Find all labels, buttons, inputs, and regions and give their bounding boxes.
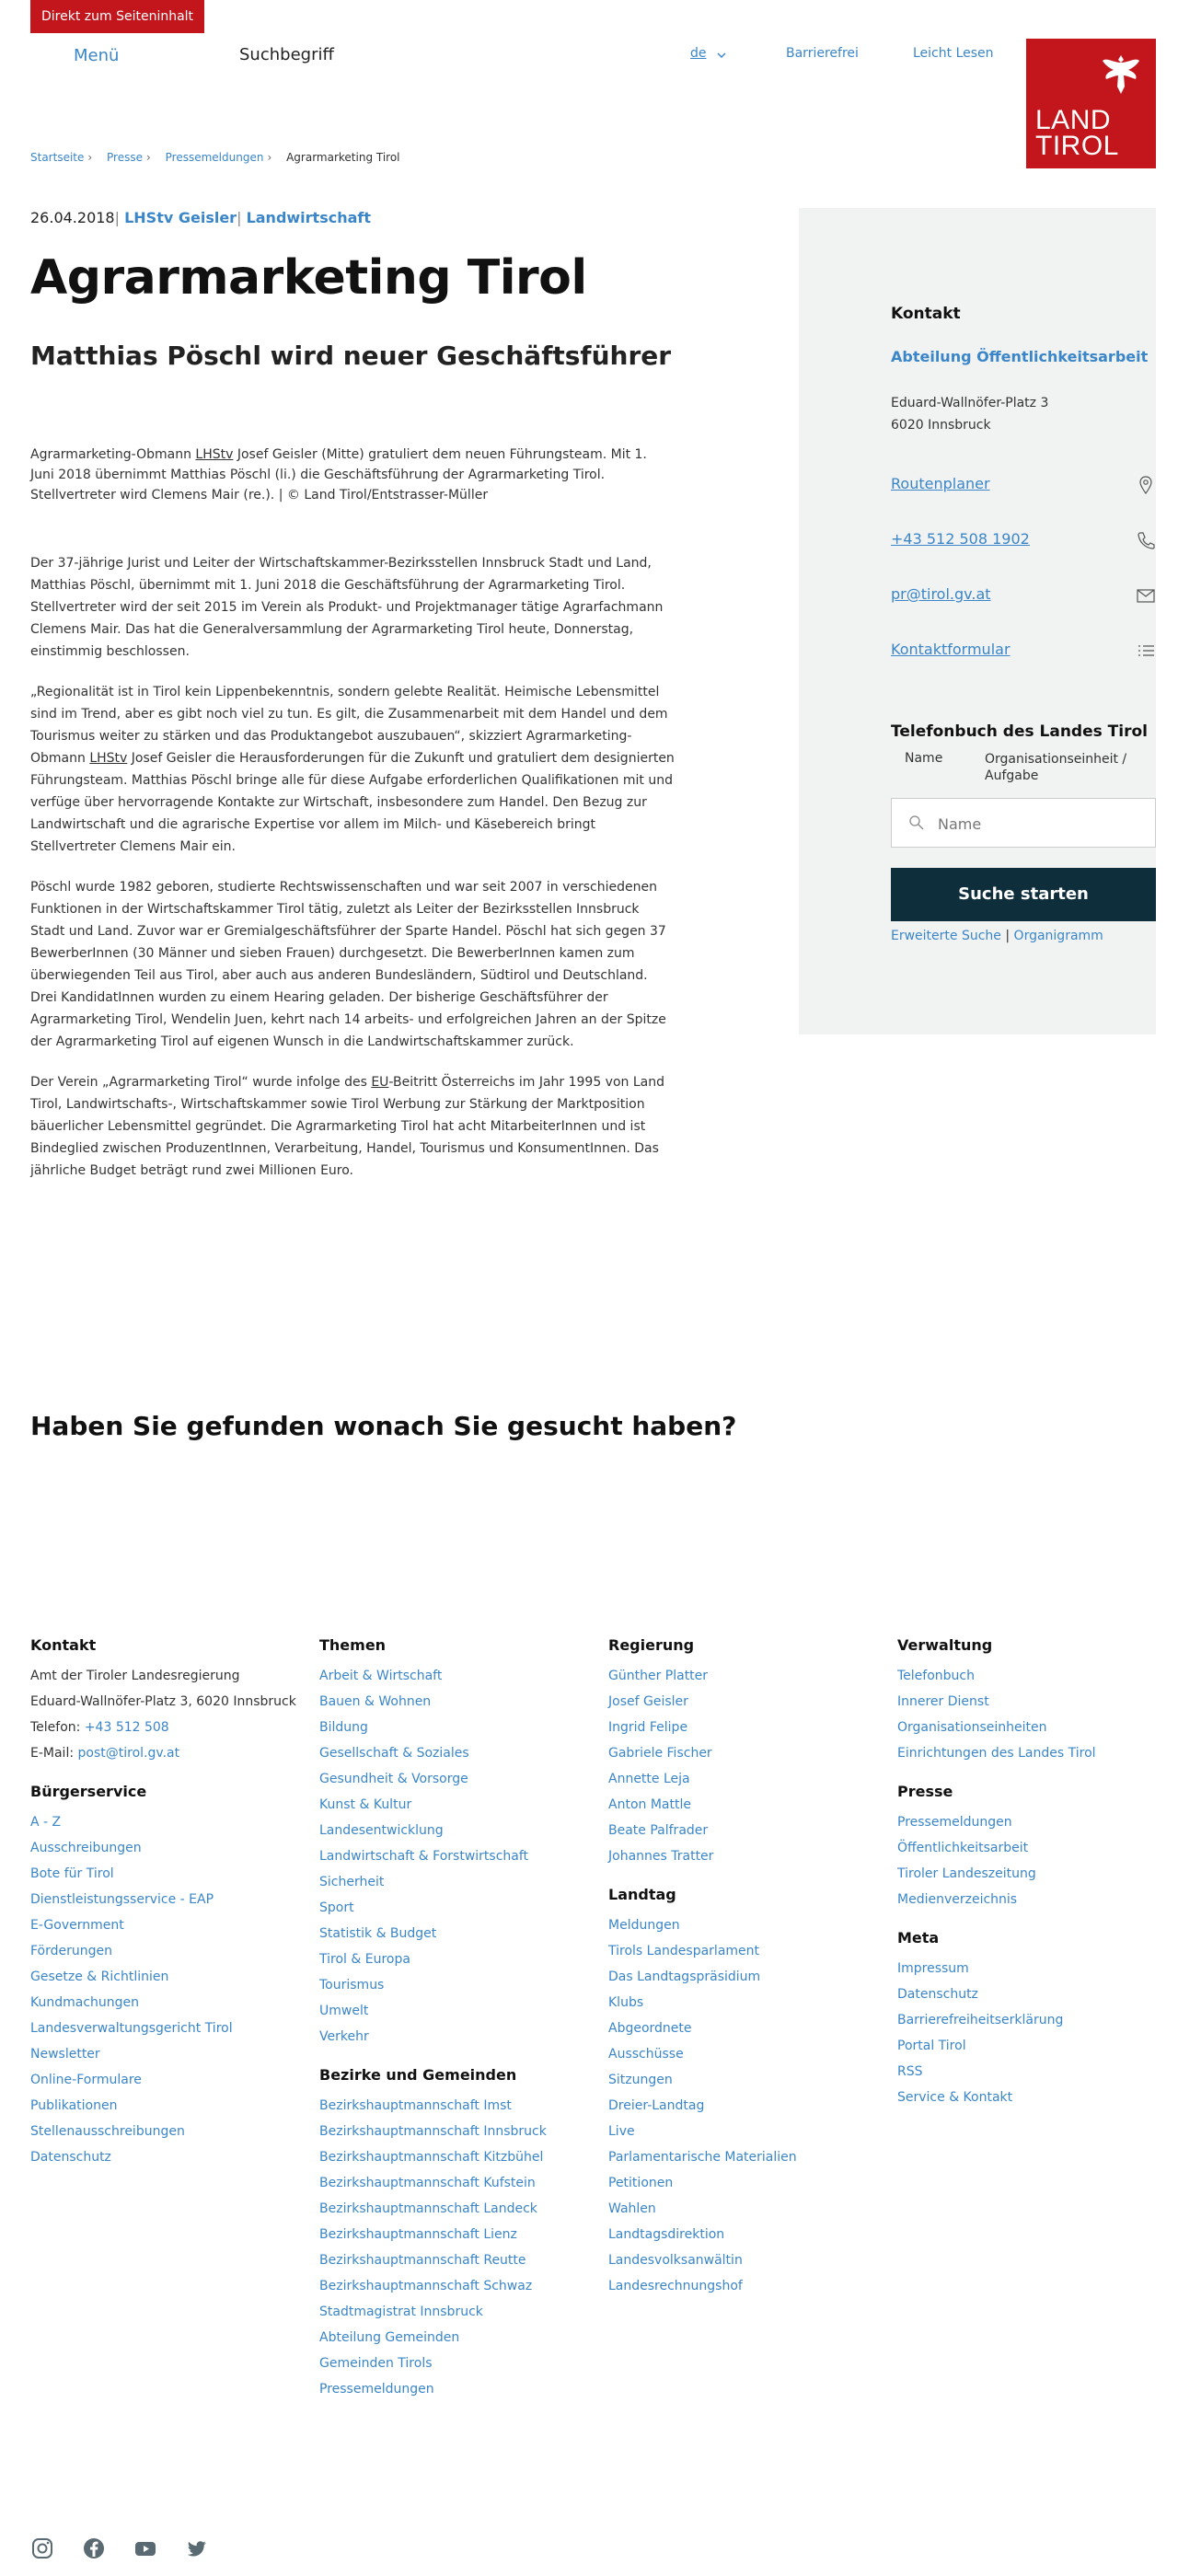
footer-email-link[interactable]: post@tirol.gv.at <box>77 1746 180 1761</box>
footer-link-meta[interactable]: RSS <box>897 2064 923 2079</box>
footer-link-topic[interactable]: Verkehr <box>319 2029 369 2044</box>
footer-link-parliament[interactable]: Abgeordnete <box>608 2021 692 2036</box>
footer-link-citizen-service[interactable]: E-Government <box>30 1918 124 1933</box>
footer-link-parliament[interactable]: Tirols Landesparlament <box>608 1944 760 1958</box>
page-title: Agrarmarketing Tirol <box>30 250 587 306</box>
footer-link-district[interactable]: Bezirkshauptmannschaft Kitzbühel <box>319 2150 544 2165</box>
article-meta: 26.04.2018| LHStv Geisler| Landwirtschaft <box>30 209 372 226</box>
mail-icon <box>1136 585 1156 606</box>
footer-heading-government: Regierung <box>608 1636 695 1654</box>
phone-icon <box>1136 530 1156 550</box>
footer-link-citizen-service[interactable]: Datenschutz <box>30 2150 111 2165</box>
footer-link-citizen-service[interactable]: Bote für Tirol <box>30 1866 114 1881</box>
footer-link-meta[interactable]: Datenschutz <box>897 1987 978 2002</box>
footer-col-administration <box>897 1636 1173 2110</box>
footer-heading-administration: Verwaltung <box>897 1636 993 1654</box>
footer-link-government[interactable]: Josef Geisler <box>608 1694 688 1709</box>
footer-link-topic[interactable]: Bildung <box>319 1720 368 1735</box>
abbr-lhstv: LHStv <box>89 751 128 766</box>
footer-col-government <box>608 1636 884 2299</box>
tab-name[interactable]: Name <box>905 751 943 766</box>
footer-link-citizen-service[interactable]: Förderungen <box>30 1944 113 1958</box>
article-paragraph: Der 37-jährige Jurist und Leiter der Wirtschaftskammer-Bezirksstellen Innsbruck Stadt und Land, Matthias Pöschl, übernimmt mit 1. Juni 2018 die Geschäftsführung der Agrarmarketing Tirol. Stellvertreter wird der seit 2015 im Verein als Produkt- und Projektmanager tätige Agrarfachmann Clemens Mair. Das hat die Generalversammlung der Agrarmarketing Tirol heute, Donnerstag, einstimmig beschlossen. <box>30 556 664 659</box>
footer-link-citizen-service[interactable]: Stellenausschreibungen <box>30 2124 185 2139</box>
phone-link[interactable]: +43 512 508 1902 <box>891 530 1156 556</box>
logo-text: LAND TIROL <box>1035 105 1119 161</box>
footer-link-topic[interactable]: Tourismus <box>319 1978 385 1993</box>
footer-link-citizen-service[interactable]: Newsletter <box>30 2047 100 2062</box>
footer-phone-link[interactable]: +43 512 508 <box>84 1720 169 1735</box>
search-button[interactable]: Suchbegriff <box>239 45 334 64</box>
footer-link-parliament[interactable]: Wahlen <box>608 2201 656 2216</box>
footer-link-parliament[interactable]: Landesvolksanwältin <box>608 2253 743 2268</box>
footer-link-topic[interactable]: Sicherheit <box>319 1875 385 1889</box>
phonebook-search-field[interactable] <box>891 798 1156 848</box>
footer-link-topic[interactable]: Sport <box>319 1900 354 1915</box>
footer-link-topic[interactable]: Bauen & Wohnen <box>319 1694 432 1709</box>
footer-link-parliament[interactable]: Klubs <box>608 1995 644 2010</box>
footer-link-government[interactable]: Annette Leja <box>608 1772 690 1786</box>
footer-link-citizen-service[interactable]: A - Z <box>30 1815 62 1830</box>
land-tirol-logo[interactable] <box>1026 39 1156 168</box>
footer-link-press[interactable]: Medienverzeichnis <box>897 1892 1018 1907</box>
footer-link-topic[interactable]: Landwirtschaft & Forstwirtschaft <box>319 1849 529 1864</box>
article-paragraph: Pöschl wurde 1982 geboren, studierte Rechtswissenschaften und war seit 2007 in verschiedenen Funktionen in der Wirtschaftskammer Tirol tätig, zuletzt als Leiter der Bezirksstellen Innsbruck Stadt und Land. Zuvor war er Gremialgeschäftsführer der Sparte Handel. Pöschl hat sich gegen 37 BewerberInnen (30 Männer und sieben Frauen) durchgesetzt. Die BewerberInnen kamen zum überwiegenden Teil aus Tirol, aber auch aus anderen Bundesländern, Südtirol und Deutschland. Drei KandidatInnen wurden zu einem Hearing geladen. Der bisherige Geschäftsführer der Agrarmarketing Tirol, Wendelin Juen, kehrt nach 14 arbeits- und erfolgreichen Jahren an der Spitze der Agrarmarketing Tirol auf eigenen Wunsch in die Landwirtschaftskammer zurück. <box>30 880 666 1049</box>
breadcrumb-home[interactable]: Startseite <box>30 151 85 164</box>
breadcrumb-press-releases[interactable]: Pressemeldungen <box>165 151 264 164</box>
footer-link-press[interactable]: Pressemeldungen <box>897 1815 1012 1830</box>
footer-link-meta[interactable]: Barrierefreiheitserklärung <box>897 2013 1064 2027</box>
article-date: 26.04.2018 <box>30 209 115 226</box>
footer-link-topic[interactable]: Arbeit & Wirtschaft <box>319 1669 443 1683</box>
footer-link-government[interactable]: Gabriele Fischer <box>608 1746 712 1761</box>
footer-link-district[interactable]: Bezirkshauptmannschaft Landeck <box>319 2201 537 2216</box>
breadcrumb-press[interactable]: Presse <box>107 151 143 164</box>
footer-link-administration[interactable]: Innerer Dienst <box>897 1694 989 1709</box>
footer-link-parliament[interactable]: Petitionen <box>608 2176 674 2190</box>
footer-link-administration[interactable]: Einrichtungen des Landes Tirol <box>897 1746 1096 1761</box>
footer-org-name: Amt der Tiroler Landesregierung <box>30 1669 240 1683</box>
footer-link-district[interactable]: Bezirkshauptmannschaft Kufstein <box>319 2176 536 2190</box>
footer-link-parliament[interactable]: Das Landtagspräsidium <box>608 1970 761 1984</box>
footer-link-government[interactable]: Johannes Tratter <box>608 1849 714 1864</box>
language-select[interactable]: de <box>690 46 707 61</box>
article-body <box>30 552 675 1200</box>
footer-link-district[interactable]: Stadtmagistrat Innsbruck <box>319 2305 483 2319</box>
tag-landwirtschaft[interactable]: Landwirtschaft <box>246 209 372 226</box>
footer-link-district[interactable]: Bezirkshauptmannschaft Innsbruck <box>319 2124 547 2139</box>
footer-link-parliament[interactable]: Parlamentarische Materialien <box>608 2150 797 2165</box>
location-pin-icon <box>1136 475 1156 495</box>
footer-link-parliament[interactable]: Landesrechnungshof <box>608 2279 743 2293</box>
youtube-icon[interactable] <box>133 2536 157 2560</box>
list-icon <box>1136 641 1156 661</box>
chevron-down-icon <box>716 50 727 61</box>
footer-link-district[interactable]: Gemeinden Tirols <box>319 2356 433 2371</box>
footer-col-contact <box>30 1636 306 2170</box>
page-subtitle: Matthias Pöschl wird neuer Geschäftsführer <box>30 341 672 371</box>
footer-col-topics <box>319 1636 595 2402</box>
footer-link-topic[interactable]: Statistik & Budget <box>319 1926 437 1941</box>
footer-link-press[interactable]: Öffentlichkeitsarbeit <box>897 1841 1029 1855</box>
breadcrumb-separator: › <box>145 151 151 164</box>
footer-link-press[interactable]: Tiroler Landeszeitung <box>897 1866 1036 1881</box>
footer-heading-topics: Themen <box>319 1636 387 1654</box>
footer-link-citizen-service[interactable]: Ausschreibungen <box>30 1841 142 1855</box>
footer-link-government[interactable]: Beate Palfrader <box>608 1823 709 1838</box>
footer-link-government[interactable]: Anton Mattle <box>608 1797 691 1812</box>
department-link[interactable]: Abteilung Öffentlichkeitsarbeit <box>891 348 1149 365</box>
article-paragraph: „Regionalität ist in Tirol kein Lippenbekenntnis, sondern gelebte Realität. Heimische Lebensmittel sind im Trend, aber es gibt noch viel zu tun. Es gilt, die Zusammenarbeit mit dem Handel und dem Tourismus weiter zu stärken und das Produktangebot auszubauen“, skizziert Agrarmarketing-Obmann LHStv Josef Geisler die Herausforderungen für die Zukunft und gratuliert dem designierten Führungsteam. Matthias Pöschl bringe alle für diese Aufgabe erforderlichen Qualifikationen mit und verfüge über hervorragende Kontakte zur Wirtschaft, insbesondere zum Handel. Den Bezug zur Landwirtschaft und die agrarische Expertise vor allem im Milch- und Käsebereich bringt Stellvertreter Clemens Mair ein. <box>30 685 675 854</box>
tab-organisation[interactable]: Organisationseinheit / Aufgabe <box>985 752 1127 783</box>
footer-link-topic[interactable]: Gesundheit & Vorsorge <box>319 1772 468 1786</box>
footer-link-citizen-service[interactable]: Kundmachungen <box>30 1995 140 2010</box>
facebook-icon[interactable] <box>82 2536 106 2560</box>
footer-heading-citizen-service: Bürgerservice <box>30 1783 147 1800</box>
contact-sidebar <box>799 208 1156 1034</box>
email-link[interactable]: pr@tirol.gv.at <box>891 585 1156 611</box>
footer-link-government[interactable]: Günther Platter <box>608 1669 709 1683</box>
route-planner-link[interactable]: Routenplaner <box>891 475 1156 501</box>
footer-link-district[interactable]: Bezirkshauptmannschaft Reutte <box>319 2253 526 2268</box>
footer-link-district[interactable]: Bezirkshauptmannschaft Lienz <box>319 2227 517 2242</box>
phonebook-heading: Telefonbuch des Landes Tirol <box>891 722 1148 741</box>
footer-link-parliament[interactable]: Meldungen <box>608 1918 680 1933</box>
footer-email: E-Mail: post@tirol.gv.at <box>30 1746 180 1761</box>
skip-to-content-link[interactable]: Direkt zum Seiteninhalt <box>30 0 204 33</box>
instagram-icon[interactable] <box>30 2536 54 2560</box>
footer-link-government[interactable]: Ingrid Felipe <box>608 1720 688 1735</box>
footer-link-citizen-service[interactable]: Gesetze & Richtlinien <box>30 1970 169 1984</box>
footer-link-topic[interactable]: Kunst & Kultur <box>319 1797 412 1812</box>
nav-accessible[interactable]: Barrierefrei <box>786 46 859 61</box>
contact-address: Eduard-Wallnöfer-Platz 3 6020 Innsbruck <box>891 396 1049 433</box>
tag-lhstv-geisler[interactable]: LHStv Geisler <box>124 209 237 226</box>
footer-link-meta[interactable]: Portal Tirol <box>897 2039 966 2053</box>
footer-link-administration[interactable]: Telefonbuch <box>897 1669 975 1683</box>
footer-heading-parliament: Landtag <box>608 1886 676 1903</box>
breadcrumb <box>30 151 408 164</box>
menu-button[interactable]: Menü <box>74 46 120 65</box>
footer-link-district[interactable]: Pressemeldungen <box>319 2382 434 2397</box>
footer-link-citizen-service[interactable]: Online-Formulare <box>30 2073 142 2087</box>
advanced-search-link[interactable]: Erweiterte Suche <box>891 929 1001 943</box>
footer-link-district[interactable]: Bezirkshauptmannschaft Schwaz <box>319 2279 533 2293</box>
footer-heading-meta: Meta <box>897 1929 940 1946</box>
footer-heading-press: Presse <box>897 1783 953 1800</box>
article-paragraph: Der Verein „Agrarmarketing Tirol“ wurde infolge des EU-Beitritt Österreichs im Jahr 1995 von Land Tirol, Landwirtschafts-, Wirtschaftskammer sowie Tirol Werbung zur Stärkung der Marktposition bäuerlicher Lebensmittel gegründet. Die Agrarmarketing Tirol hat acht MitarbeiterInnen und ist Bindeglied zwischen ProduzentInnen, Verarbeitung, Handel, Tourismus und KonsumentInnen. Das jährliche Budget beträgt rund zwei Millionen Euro. <box>30 1075 664 1178</box>
footer-heading-districts: Bezirke und Gemeinden <box>319 2066 517 2084</box>
footer-link-district[interactable]: Abteilung Gemeinden <box>319 2330 460 2345</box>
eagle-emblem-icon <box>1101 52 1141 98</box>
breadcrumb-separator: › <box>267 151 272 164</box>
twitter-icon[interactable] <box>185 2536 209 2560</box>
phonebook-links <box>891 929 1103 943</box>
search-icon <box>908 814 925 831</box>
contact-form-link[interactable]: Kontaktformular <box>891 641 1156 666</box>
site-header <box>0 0 1178 175</box>
footer-link-meta[interactable]: Impressum <box>897 1961 969 1976</box>
image-caption: Agrarmarketing-Obmann LHStv Josef Geisler (Mitte) gratuliert dem neuen Führungsteam. Mit 1. Juni 2018 übernimmt Matthias Pöschl (li.) die Geschäftsführung der Agrarmarketing Tirol. Stellvertreter wird Clemens Mair (re.). | © Land Tirol/Entstrasser-Müller <box>30 447 647 502</box>
contact-heading: Kontakt <box>891 305 961 323</box>
breadcrumb-current: Agrarmarketing Tirol <box>286 151 400 164</box>
breadcrumb-separator: › <box>87 151 93 164</box>
search-start-button[interactable]: Suche starten <box>891 868 1156 921</box>
organigram-link[interactable]: Organigramm <box>1013 929 1103 943</box>
footer-link-meta[interactable]: Service & Kontakt <box>897 2090 1013 2105</box>
footer-link-parliament[interactable]: Live <box>608 2124 635 2139</box>
footer-link-parliament[interactable]: Landtagsdirektion <box>608 2227 725 2242</box>
footer-link-parliament[interactable]: Ausschüsse <box>608 2047 684 2062</box>
link-separator: | <box>1005 929 1011 943</box>
footer-link-parliament[interactable]: Sitzungen <box>608 2073 673 2087</box>
footer-link-topic[interactable]: Umwelt <box>319 2004 369 2018</box>
footer-link-citizen-service[interactable]: Dienstleistungsservice - EAP <box>30 1892 214 1907</box>
footer-link-topic[interactable]: Landesentwicklung <box>319 1823 444 1838</box>
footer-link-topic[interactable]: Gesellschaft & Soziales <box>319 1746 469 1761</box>
phonebook-search-input[interactable] <box>938 810 1140 837</box>
footer-address: Eduard-Wallnöfer-Platz 3, 6020 Innsbruck <box>30 1694 296 1709</box>
footer-link-citizen-service[interactable]: Landesverwaltungsgericht Tirol <box>30 2021 233 2036</box>
footer-phone: Telefon: +43 512 508 <box>30 1720 169 1735</box>
footer-link-topic[interactable]: Tirol & Europa <box>319 1952 410 1967</box>
footer-link-district[interactable]: Bezirkshauptmannschaft Imst <box>319 2098 512 2113</box>
footer-link-citizen-service[interactable]: Publikationen <box>30 2098 118 2113</box>
abbr-lhstv: LHStv <box>195 447 234 462</box>
nav-easy-read[interactable]: Leicht Lesen <box>913 46 994 61</box>
footer-link-administration[interactable]: Organisationseinheiten <box>897 1720 1047 1735</box>
feedback-heading: Haben Sie gefunden wonach Sie gesucht haben? <box>30 1411 737 1441</box>
footer-link-parliament[interactable]: Dreier-Landtag <box>608 2098 705 2113</box>
footer-heading-contact: Kontakt <box>30 1636 97 1654</box>
abbr-eu: EU <box>371 1075 389 1090</box>
